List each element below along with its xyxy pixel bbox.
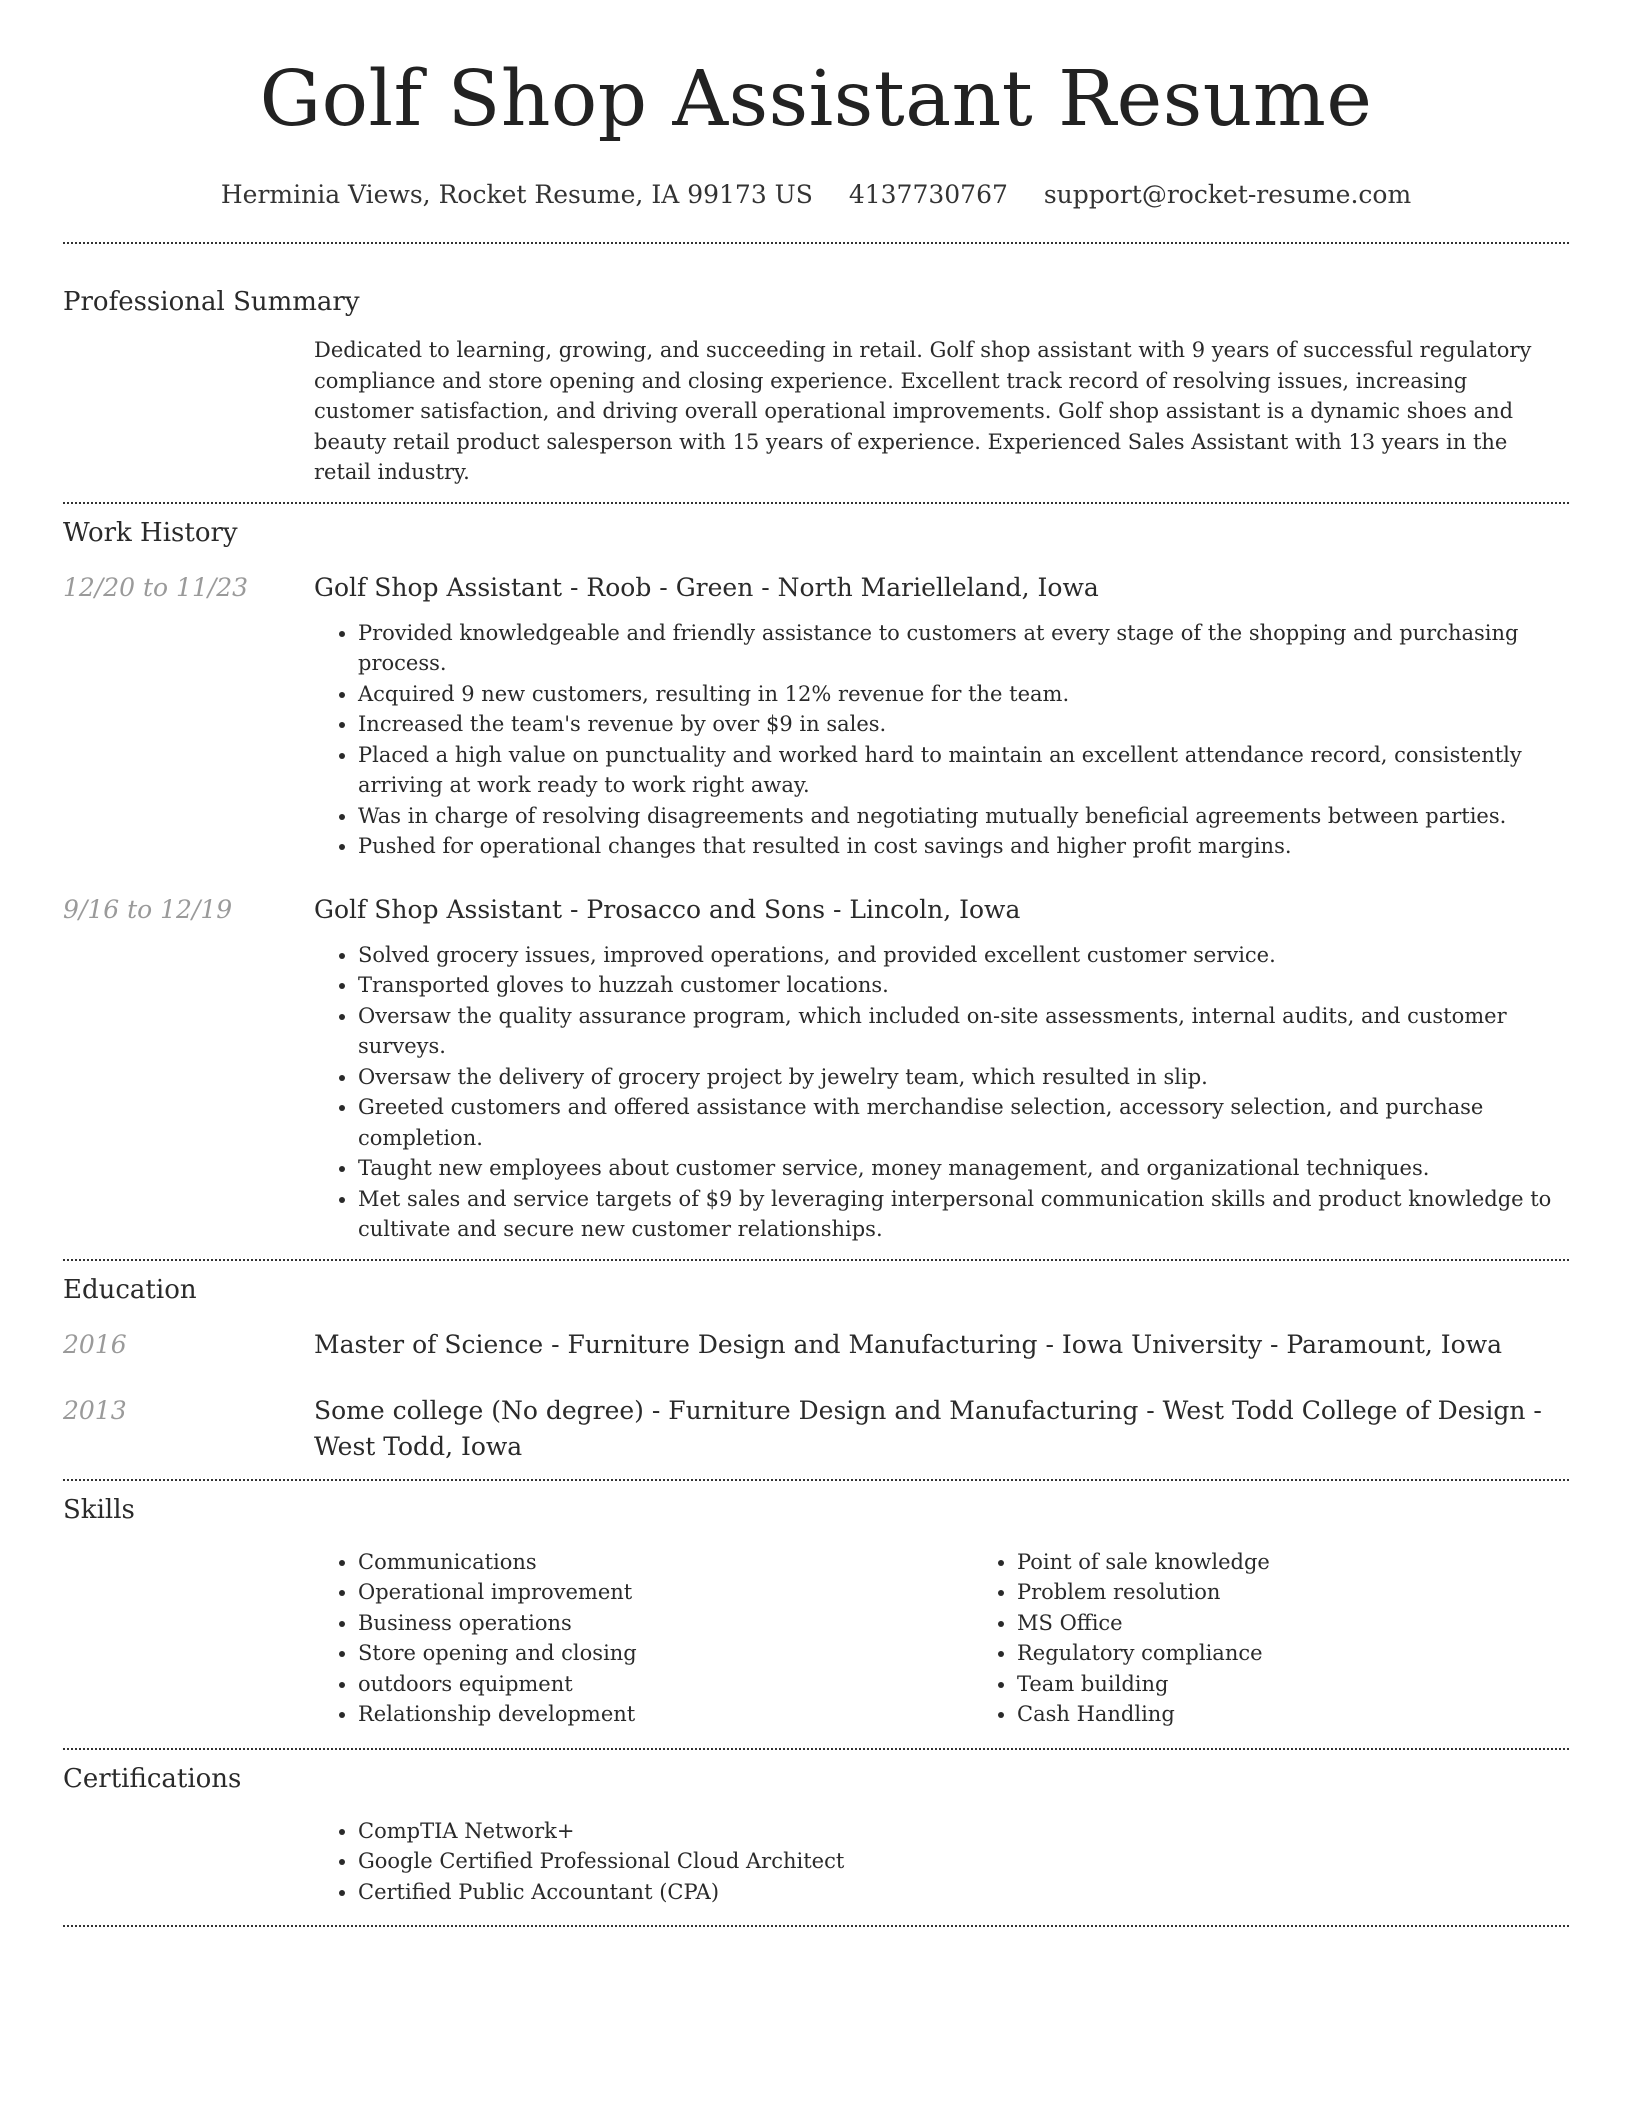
list-item: • Provided knowledgeable and friendly assistance to customers at every stage of the shopping and purchasing process. bbox=[358, 618, 1569, 679]
skill-item: • Cash Handling bbox=[1017, 1699, 1632, 1730]
list-item: • Oversaw the delivery of grocery project by jewelry team, which resulted in slip. bbox=[358, 1062, 1569, 1093]
certification-item: • CompTIA Network+ bbox=[358, 1816, 1569, 1847]
skill-item: • Regulatory compliance bbox=[1017, 1638, 1632, 1669]
list-item: • Solved grocery issues, improved operations, and provided excellent customer service. bbox=[358, 940, 1569, 971]
list-item: • Increased the team's revenue by over $9 in sales. bbox=[358, 709, 1569, 740]
list-item: • Pushed for operational changes that resulted in cost savings and higher profit margins. bbox=[358, 831, 1569, 862]
job-title: Golf Shop Assistant - Prosacco and Sons - Lincoln, Iowa bbox=[314, 894, 1021, 924]
list-item: • Acquired 9 new customers, resulting in 12% revenue for the team. bbox=[358, 679, 1569, 710]
skill-item: • Team building bbox=[1017, 1669, 1632, 1700]
list-item: • Oversaw the quality assurance program, which included on-site assessments, internal audits, and customer surveys. bbox=[358, 1001, 1569, 1062]
skill-item: • MS Office bbox=[1017, 1608, 1632, 1639]
certifications-list bbox=[314, 1816, 1569, 1908]
section-title-work: Work History bbox=[63, 517, 238, 548]
list-item: • Greeted customers and offered assistance with merchandise selection, accessory selection, and purchase completion. bbox=[358, 1092, 1569, 1153]
divider bbox=[63, 1748, 1569, 1750]
job-dates: 12/20 to 11/23 bbox=[63, 572, 249, 602]
certification-item: • Google Certified Professional Cloud Architect bbox=[358, 1846, 1569, 1877]
education-year: 2013 bbox=[63, 1395, 127, 1425]
skills-list-left bbox=[314, 1547, 973, 1730]
section-title-skills: Skills bbox=[63, 1494, 135, 1525]
skill-item: • Store opening and closing bbox=[358, 1638, 973, 1669]
skill-item: • Business operations bbox=[358, 1608, 973, 1639]
education-entry bbox=[63, 1327, 1569, 1363]
contact-phone: 4137730767 bbox=[848, 180, 1008, 209]
job-title: Golf Shop Assistant - Roob - Green - North Marielleland, Iowa bbox=[314, 572, 1099, 602]
divider bbox=[63, 502, 1569, 504]
skill-item: • outdoors equipment bbox=[358, 1669, 973, 1700]
contact-line bbox=[63, 178, 1569, 212]
divider bbox=[63, 1925, 1569, 1927]
skills-grid bbox=[314, 1547, 1632, 1730]
skill-item: • Problem resolution bbox=[1017, 1577, 1632, 1608]
skill-item: • Operational improvement bbox=[358, 1577, 973, 1608]
section-title-certifications: Certifications bbox=[63, 1763, 242, 1794]
education-text: Some college (No degree) - Furniture Design and Manufacturing - West Todd College of Design - West Todd, Iowa bbox=[314, 1395, 1542, 1461]
section-title-summary: Professional Summary bbox=[63, 287, 360, 317]
list-item: • Transported gloves to huzzah customer locations. bbox=[358, 970, 1569, 1001]
summary-text: Dedicated to learning, growing, and succeeding in retail. Golf shop assistant with 9 years of successful regulatory compliance and store opening and closing experience. Excellent track record of resolving issues, increasing customer satisfaction, and driving overall operational improvements. Golf shop assistant is a dynamic shoes and beauty retail product salesperson with 15 years of experience. Experienced Sales Assistant with 13 years in the retail industry. bbox=[314, 338, 1532, 484]
job-bullets bbox=[314, 940, 1569, 1245]
divider bbox=[63, 1479, 1569, 1481]
divider bbox=[63, 1259, 1569, 1261]
list-item: • Placed a high value on punctuality and worked hard to maintain an excellent attendance record, consistently arriving at work ready to work right away. bbox=[358, 740, 1569, 801]
list-item: • Was in charge of resolving disagreements and negotiating mutually beneficial agreements between parties. bbox=[358, 801, 1569, 832]
skill-item: • Communications bbox=[358, 1547, 973, 1578]
job-entry bbox=[63, 570, 1569, 606]
section-title-education: Education bbox=[63, 1274, 197, 1305]
divider bbox=[63, 242, 1569, 244]
job-entry bbox=[63, 892, 1569, 928]
list-item: • Taught new employees about customer service, money management, and organizational techniques. bbox=[358, 1153, 1569, 1184]
skill-item: • Relationship development bbox=[358, 1699, 973, 1730]
job-bullets bbox=[314, 618, 1569, 862]
job-dates: 9/16 to 12/19 bbox=[63, 894, 233, 924]
skills-list-right bbox=[973, 1547, 1632, 1730]
education-text: Master of Science - Furniture Design and Manufacturing - Iowa University - Paramount, Iowa bbox=[314, 1329, 1503, 1359]
certification-item: • Certified Public Accountant (CPA) bbox=[358, 1877, 1569, 1908]
skill-item: • Point of sale knowledge bbox=[1017, 1547, 1632, 1578]
list-item: • Met sales and service targets of $9 by leveraging interpersonal communication skills and product knowledge to cultivate and secure new customer relationships. bbox=[358, 1184, 1569, 1245]
education-entry bbox=[63, 1393, 1569, 1465]
resume-title: Golf Shop Assistant Resume bbox=[259, 55, 1373, 144]
contact-email: support@rocket-resume.com bbox=[1043, 180, 1412, 209]
education-year: 2016 bbox=[63, 1329, 127, 1359]
contact-address: Herminia Views, Rocket Resume, IA 99173 US bbox=[220, 180, 813, 209]
